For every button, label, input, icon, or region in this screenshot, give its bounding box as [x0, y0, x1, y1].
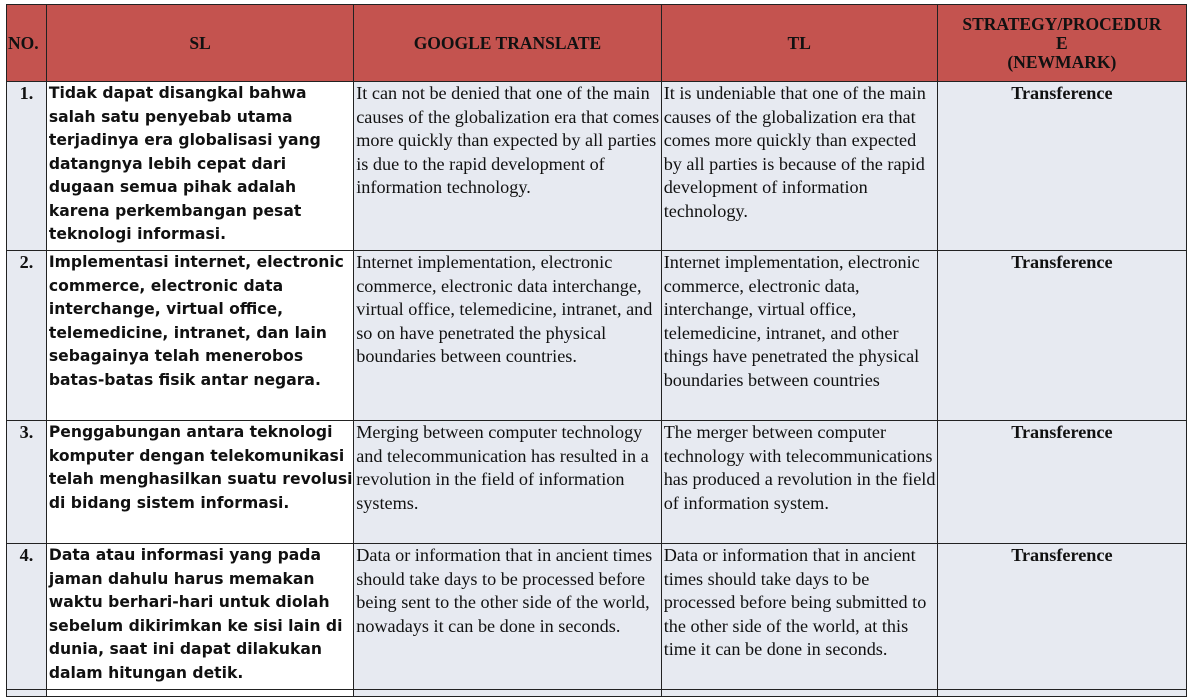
empty-cell [354, 690, 661, 697]
empty-cell [7, 690, 47, 697]
google-translate-text: Data or information that in ancient times should take days to be processed before being sent to the other side of the world, nowadays it can be done in seconds. [354, 544, 661, 690]
header-strategy: STRATEGY/PROCEDUR E (NEWMARK) [937, 5, 1186, 82]
target-text: It is undeniable that one of the main causes of the globalization era that comes more quickly than expected by all parties is because of the rapid development of information technology. [661, 82, 937, 251]
google-translate-text: Merging between computer technology and telecommunication has resulted in a revolution in the field of information systems. [354, 421, 661, 544]
table-row [7, 544, 1187, 690]
source-text: Penggabungan antara teknologi komputer dengan telekomunikasi telah menghasilkan suatu revolusi di bidang sistem informasi. [46, 421, 353, 544]
table-row-cut-off [7, 690, 1187, 697]
target-text: Data or information that in ancient times should take days to be processed before being submitted to the other side of the world, at this time it can be done in seconds. [661, 544, 937, 690]
header-no: NO. [7, 5, 47, 82]
source-text: Implementasi internet, electronic commerce, electronic data interchange, virtual office, telemedicine, intranet, dan lain sebagainya telah menerobos batas-batas fisik antar negara. [46, 251, 353, 421]
target-text: The merger between computer technology with telecommunications has produced a revolution in the field of information system. [661, 421, 937, 544]
google-translate-text: It can not be denied that one of the main causes of the globalization era that comes more quickly than expected by all parties is due to the rapid development of information technology. [354, 82, 661, 251]
google-translate-text: Internet implementation, electronic commerce, electronic data interchange, virtual office, telemedicine, intranet, and so on have penetrated the physical boundaries between countries. [354, 251, 661, 421]
empty-cell [46, 690, 353, 697]
row-number: 4. [7, 544, 47, 690]
row-number: 3. [7, 421, 47, 544]
empty-cell [661, 690, 937, 697]
strategy-cell: Transference [937, 544, 1186, 690]
header-tl: TL [661, 5, 937, 82]
strategy-cell: Transference [937, 82, 1186, 251]
source-text: Tidak dapat disangkal bahwa salah satu penyebab utama terjadinya era globalisasi yang datangnya lebih cepat dari dugaan semua pihak adalah karena perkembangan pesat teknologi informasi. [46, 82, 353, 251]
empty-cell [937, 690, 1186, 697]
table-row [7, 251, 1187, 421]
strategy-cell: Transference [937, 421, 1186, 544]
row-number: 2. [7, 251, 47, 421]
table-row [7, 421, 1187, 544]
header-sl: SL [46, 5, 353, 82]
table-row [7, 82, 1187, 251]
target-text: Internet implementation, electronic commerce, electronic data, interchange, virtual office, telemedicine, intranet, and other things have penetrated the physical boundaries between countries [661, 251, 937, 421]
strategy-cell: Transference [937, 251, 1186, 421]
translation-analysis-table [6, 4, 1187, 697]
header-google-translate: GOOGLE TRANSLATE [354, 5, 661, 82]
source-text: Data atau informasi yang pada jaman dahulu harus memakan waktu berhari-hari untuk diolah sebelum dikirimkan ke sisi lain di dunia, saat ini dapat dilakukan dalam hitungan detik. [46, 544, 353, 690]
row-number: 1. [7, 82, 47, 251]
header-row [7, 5, 1187, 82]
